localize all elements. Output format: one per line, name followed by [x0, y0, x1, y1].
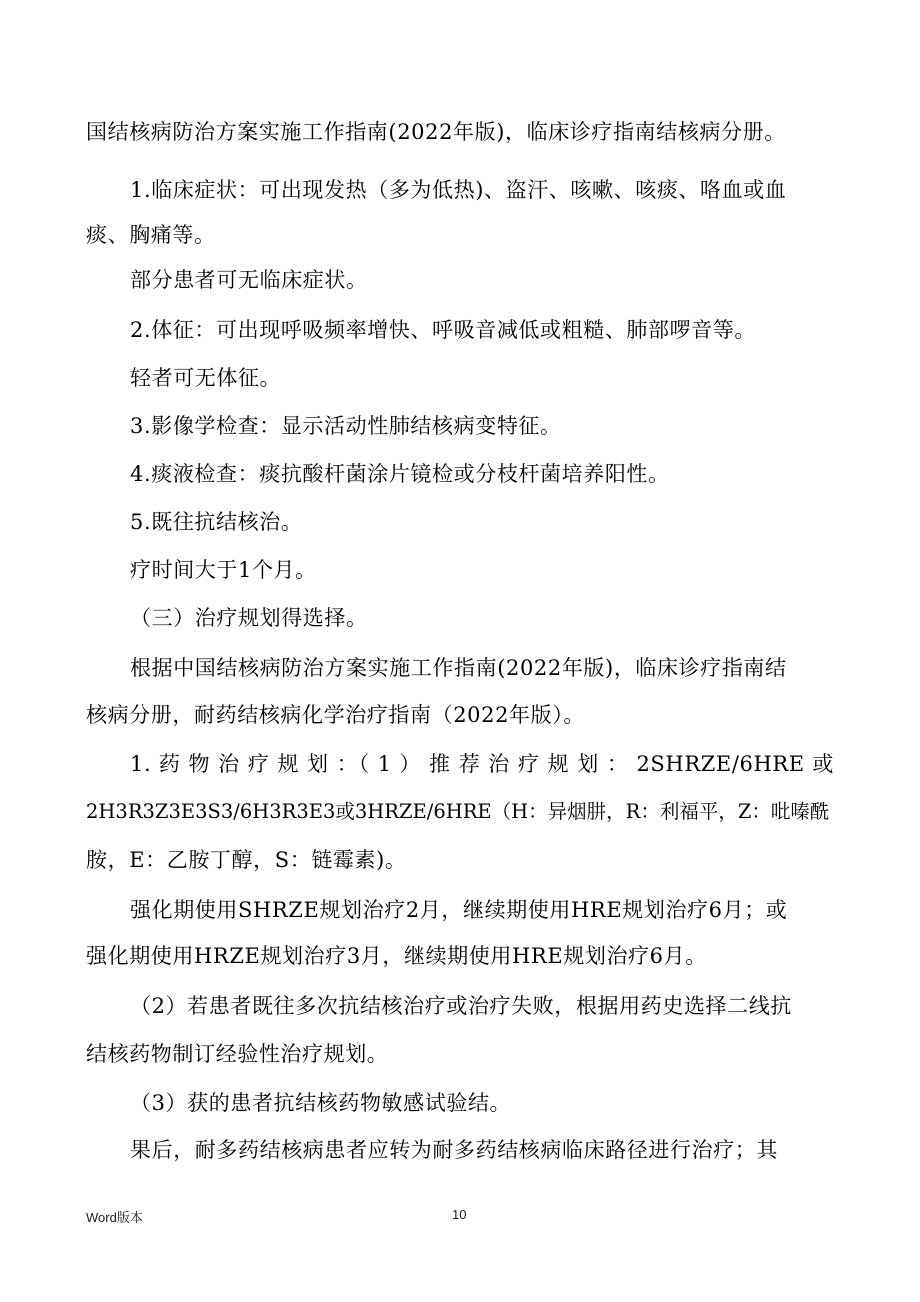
text-line: 1. 药 物 治 疗 规 划 ：（ 1 ） 推 荐 治 疗 规 划 ： 2SHRZE/6HRE 或	[130, 752, 834, 776]
text-line: 2.体征：可出现呼吸频率增快、呼吸音减低或粗糙、肺部啰音等。	[130, 318, 757, 342]
text-line: （3）获的患者抗结核药物敏感试验结。	[130, 1091, 512, 1115]
text-line: 强化期使用SHRZE规划治疗2月，继续期使用HRE规划治疗6月；或	[130, 898, 788, 922]
text-line: 胺，E：乙胺丁醇，S：链霉素)。	[86, 848, 407, 872]
footer-version-label: Word版本	[86, 1210, 143, 1225]
text-line: 强化期使用HRZE规划治疗3月，继续期使用HRE规划治疗6月。	[86, 944, 707, 968]
text-line: 疗时间大于1个月。	[130, 558, 317, 582]
text-line: 轻者可无体征。	[130, 366, 282, 390]
page-number: 10	[452, 1207, 467, 1222]
text-line: 1.临床症状：可出现发热（多为低热)、盗汗、咳嗽、咳痰、咯血或血	[130, 178, 787, 202]
text-line: 果后，耐多药结核病患者应转为耐多药结核病临床路径进行治疗；其	[130, 1138, 778, 1162]
text-line: 部分患者可无临床症状。	[130, 268, 368, 292]
text-line: 3.影像学检查：显示活动性肺结核病变特征。	[130, 414, 562, 438]
text-line: （2）若患者既往多次抗结核治疗或治疗失败，根据用药史选择二线抗	[130, 994, 792, 1018]
text-line: 结核药物制订经验性治疗规划。	[86, 1042, 389, 1066]
text-line: 2H3R3Z3E3S3/6H3R3E3或3HRZE/6HRE（H：异烟肼，R：利福平，Z：吡嗪酰	[86, 800, 830, 823]
text-line: 核病分册，耐药结核病化学治疗指南（2022年版）。	[86, 703, 585, 727]
text-line: 根据中国结核病防治方案实施工作指南(2022年版)，临床诊疗指南结	[130, 656, 787, 680]
text-line: 4.痰液检查：痰抗酸杆菌涂片镜检或分枝杆菌培养阳性。	[130, 462, 670, 486]
text-line: 5.既往抗结核治。	[130, 510, 303, 534]
text-line: 国结核病防治方案实施工作指南(2022年版)，临床诊疗指南结核病分册。	[86, 120, 786, 144]
text-line: 痰、胸痛等。	[86, 223, 216, 247]
section-heading: （三）治疗规划得选择。	[130, 606, 368, 630]
